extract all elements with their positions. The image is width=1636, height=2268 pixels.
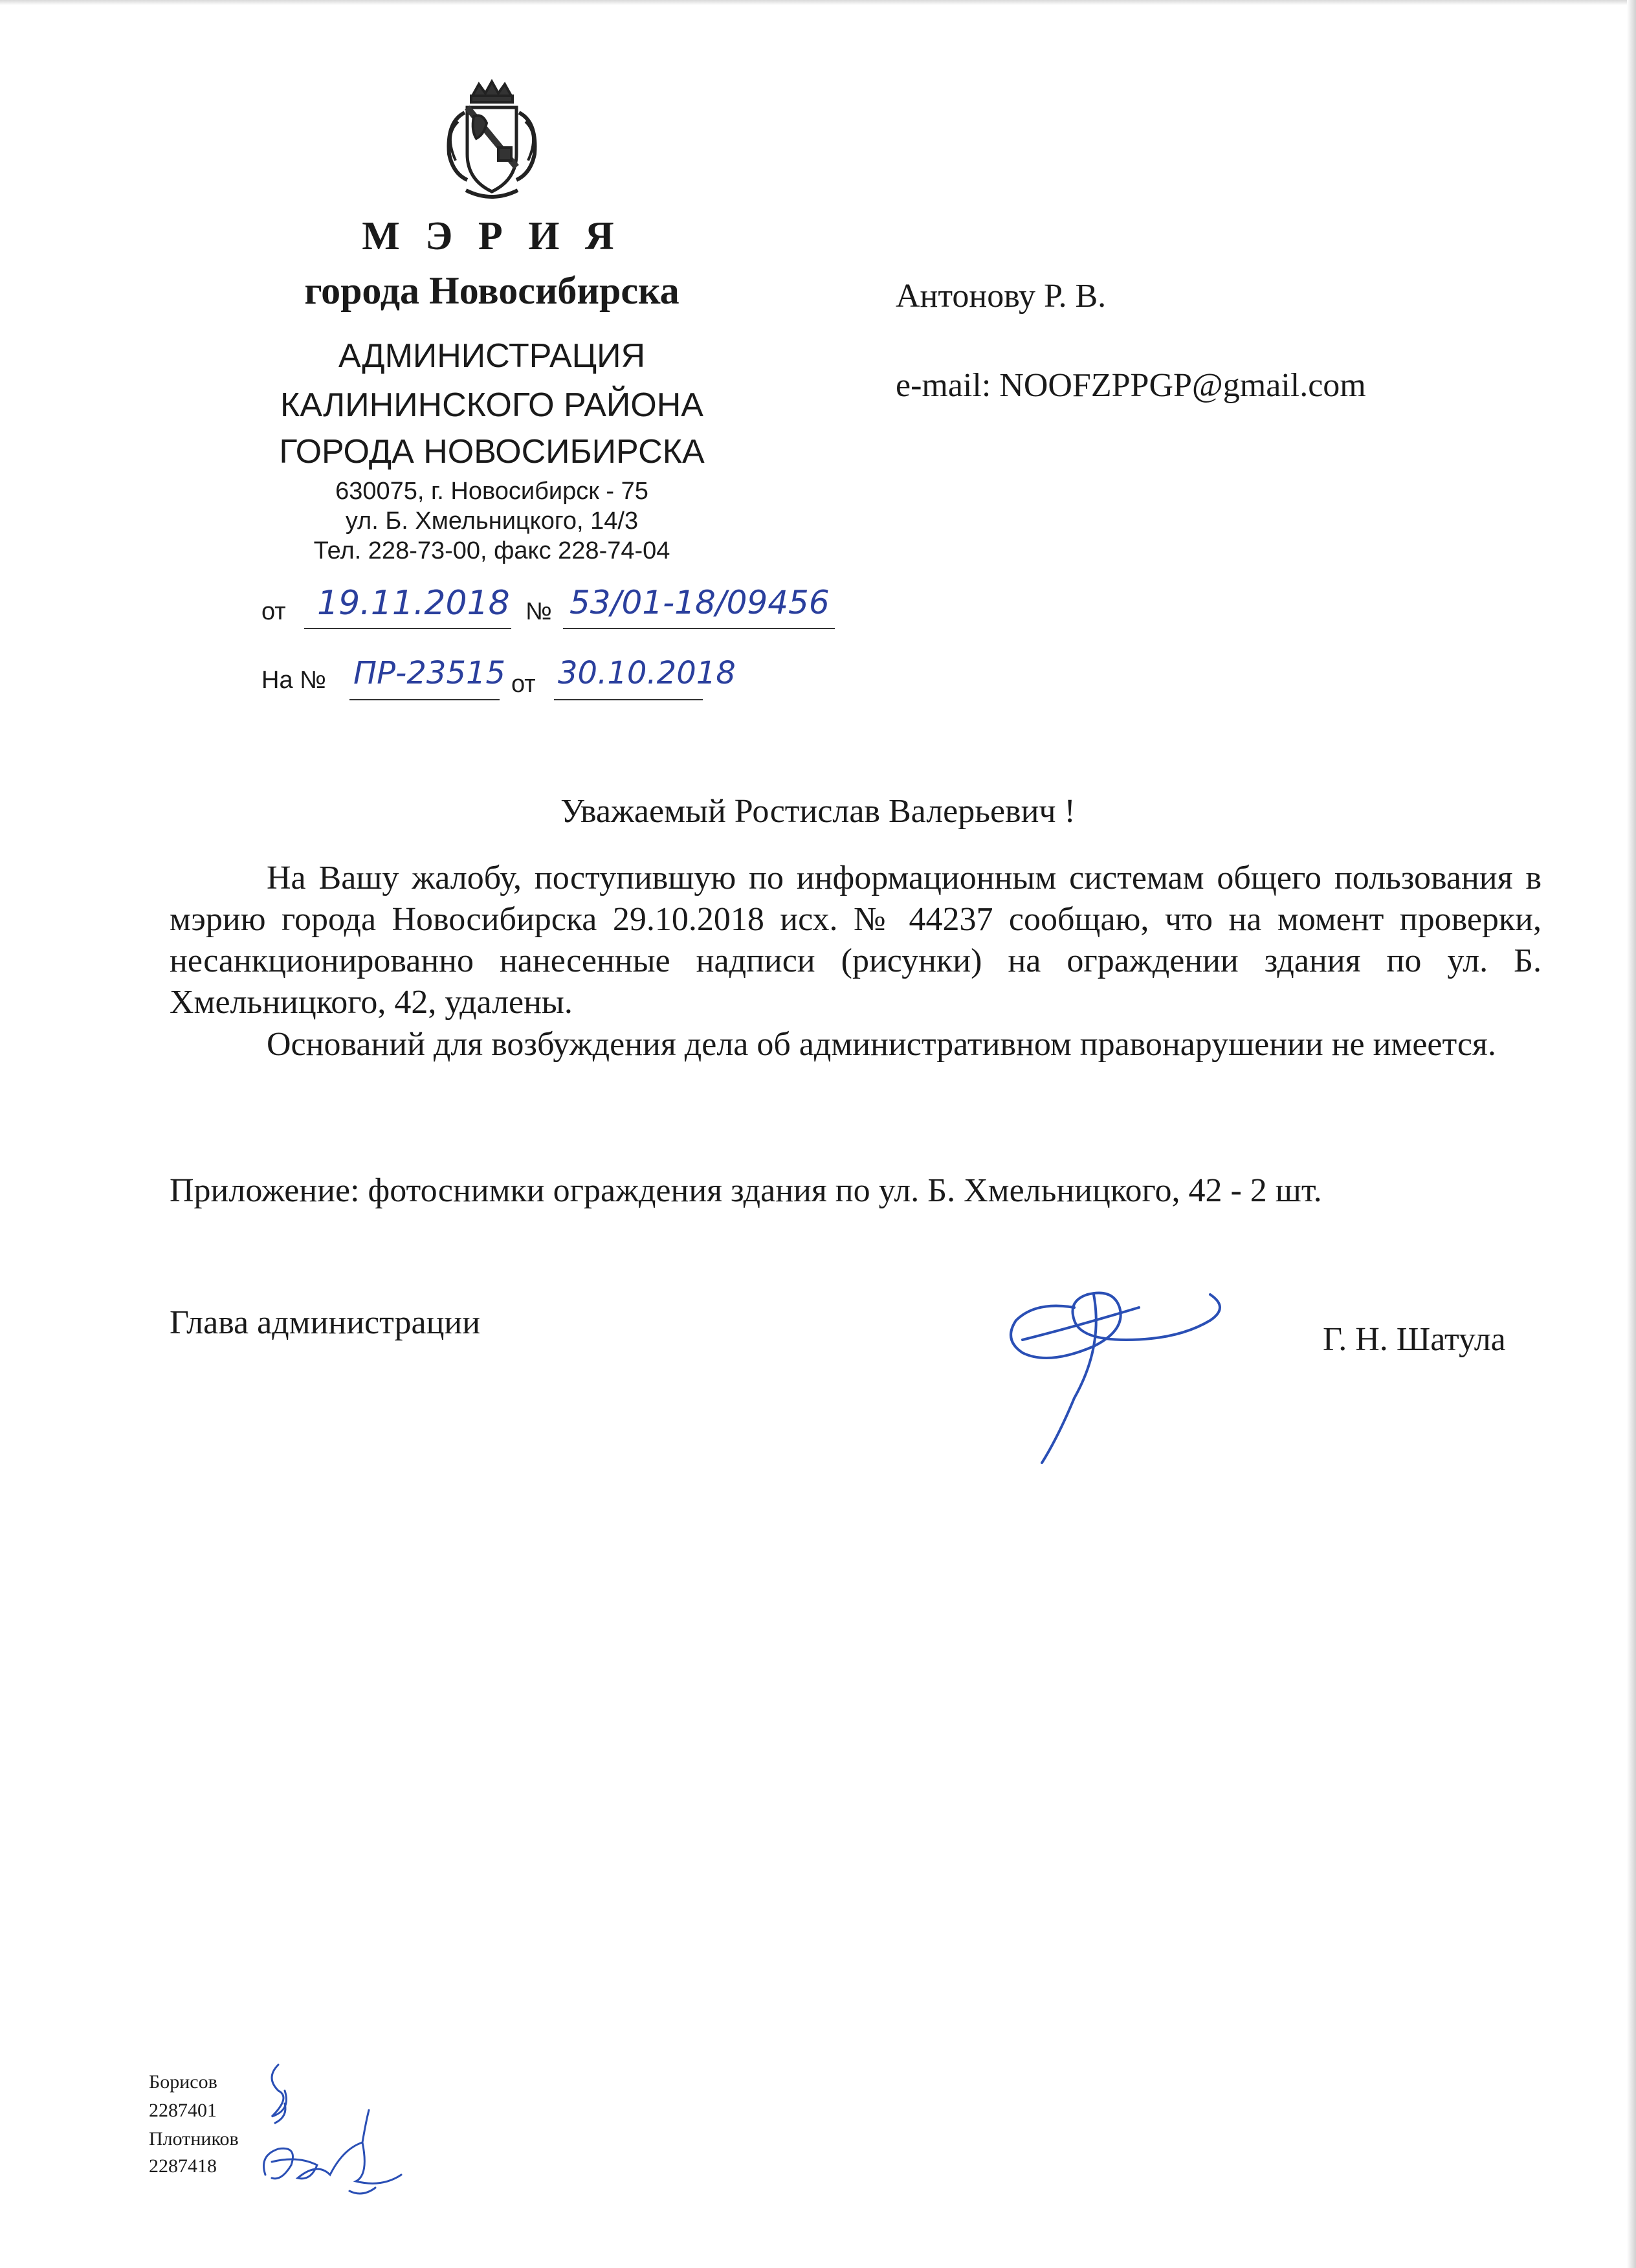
executor-name: Плотников [149,2128,239,2150]
mayor-title: М Э Р И Я [362,214,622,258]
reply-date: 30.10.2018 [558,655,736,691]
executor-phone: 2287401 [149,2100,217,2121]
administration-line: АДМИНИСТРАЦИЯ [338,337,646,375]
registration-number: 53/01-18/09456 [569,584,830,621]
registration-date: 19.11.2018 [317,584,510,623]
addressee-email: e-mail: NOOFZPPGP@gmail.com [896,367,1366,404]
reply-number-label: На № [261,667,326,694]
coat-of-arms-icon [427,76,557,206]
administration-line: ГОРОДА НОВОСИБИРСКА [279,433,705,471]
reply-from-label: от [511,671,536,698]
page-edge-shadow [0,0,1636,5]
handwritten-signature-icon [997,1269,1243,1476]
administration-line: КАЛИНИНСКОГО РАЙОНА [280,386,703,424]
signatory-name: Г. Н. Шатула [1323,1321,1506,1358]
addressee-name: Антонову Р. В. [896,278,1107,315]
executor-phone: 2287418 [149,2155,217,2177]
body-paragraph: Оснований для возбуждения дела об административном правонарушении не имеется. [267,1026,1496,1063]
mayor-city: города Новосибирска [304,269,680,312]
address-line: Тел. 228-73-00, факс 228-74-04 [313,537,670,564]
registration-from-label: от [261,598,286,625]
handwritten-initials-icon [252,2052,421,2214]
attachment-note: Приложение: фотоснимки ограждения здания по ул. Б. Хмельницкого, 42 - 2 шт. [170,1172,1322,1209]
body-paragraph: На Вашу жалобу, поступившую по информационным системам общего пользования в мэрию города Новосибирска 29.10.2018 исх. № 44237 сообщаю, что на момент проверки, несанкционированно нанесенные надписи (рисунки) на ограждении здания по ул. Б. Хмельницкого, 42, удалены. [170,860,1542,1021]
executor-name: Борисов [149,2071,217,2093]
salutation: Уважаемый Ростислав Валерьевич ! [560,793,1076,830]
registration-number-label: № [525,598,552,625]
reply-number: ПР-23515 [353,655,506,691]
address-line: 630075, г. Новосибирск - 75 [335,478,648,505]
signatory-role: Глава администрации [170,1304,481,1341]
address-line: ул. Б. Хмельницкого, 14/3 [345,507,639,535]
page-edge-shadow-right [1627,0,1636,2268]
